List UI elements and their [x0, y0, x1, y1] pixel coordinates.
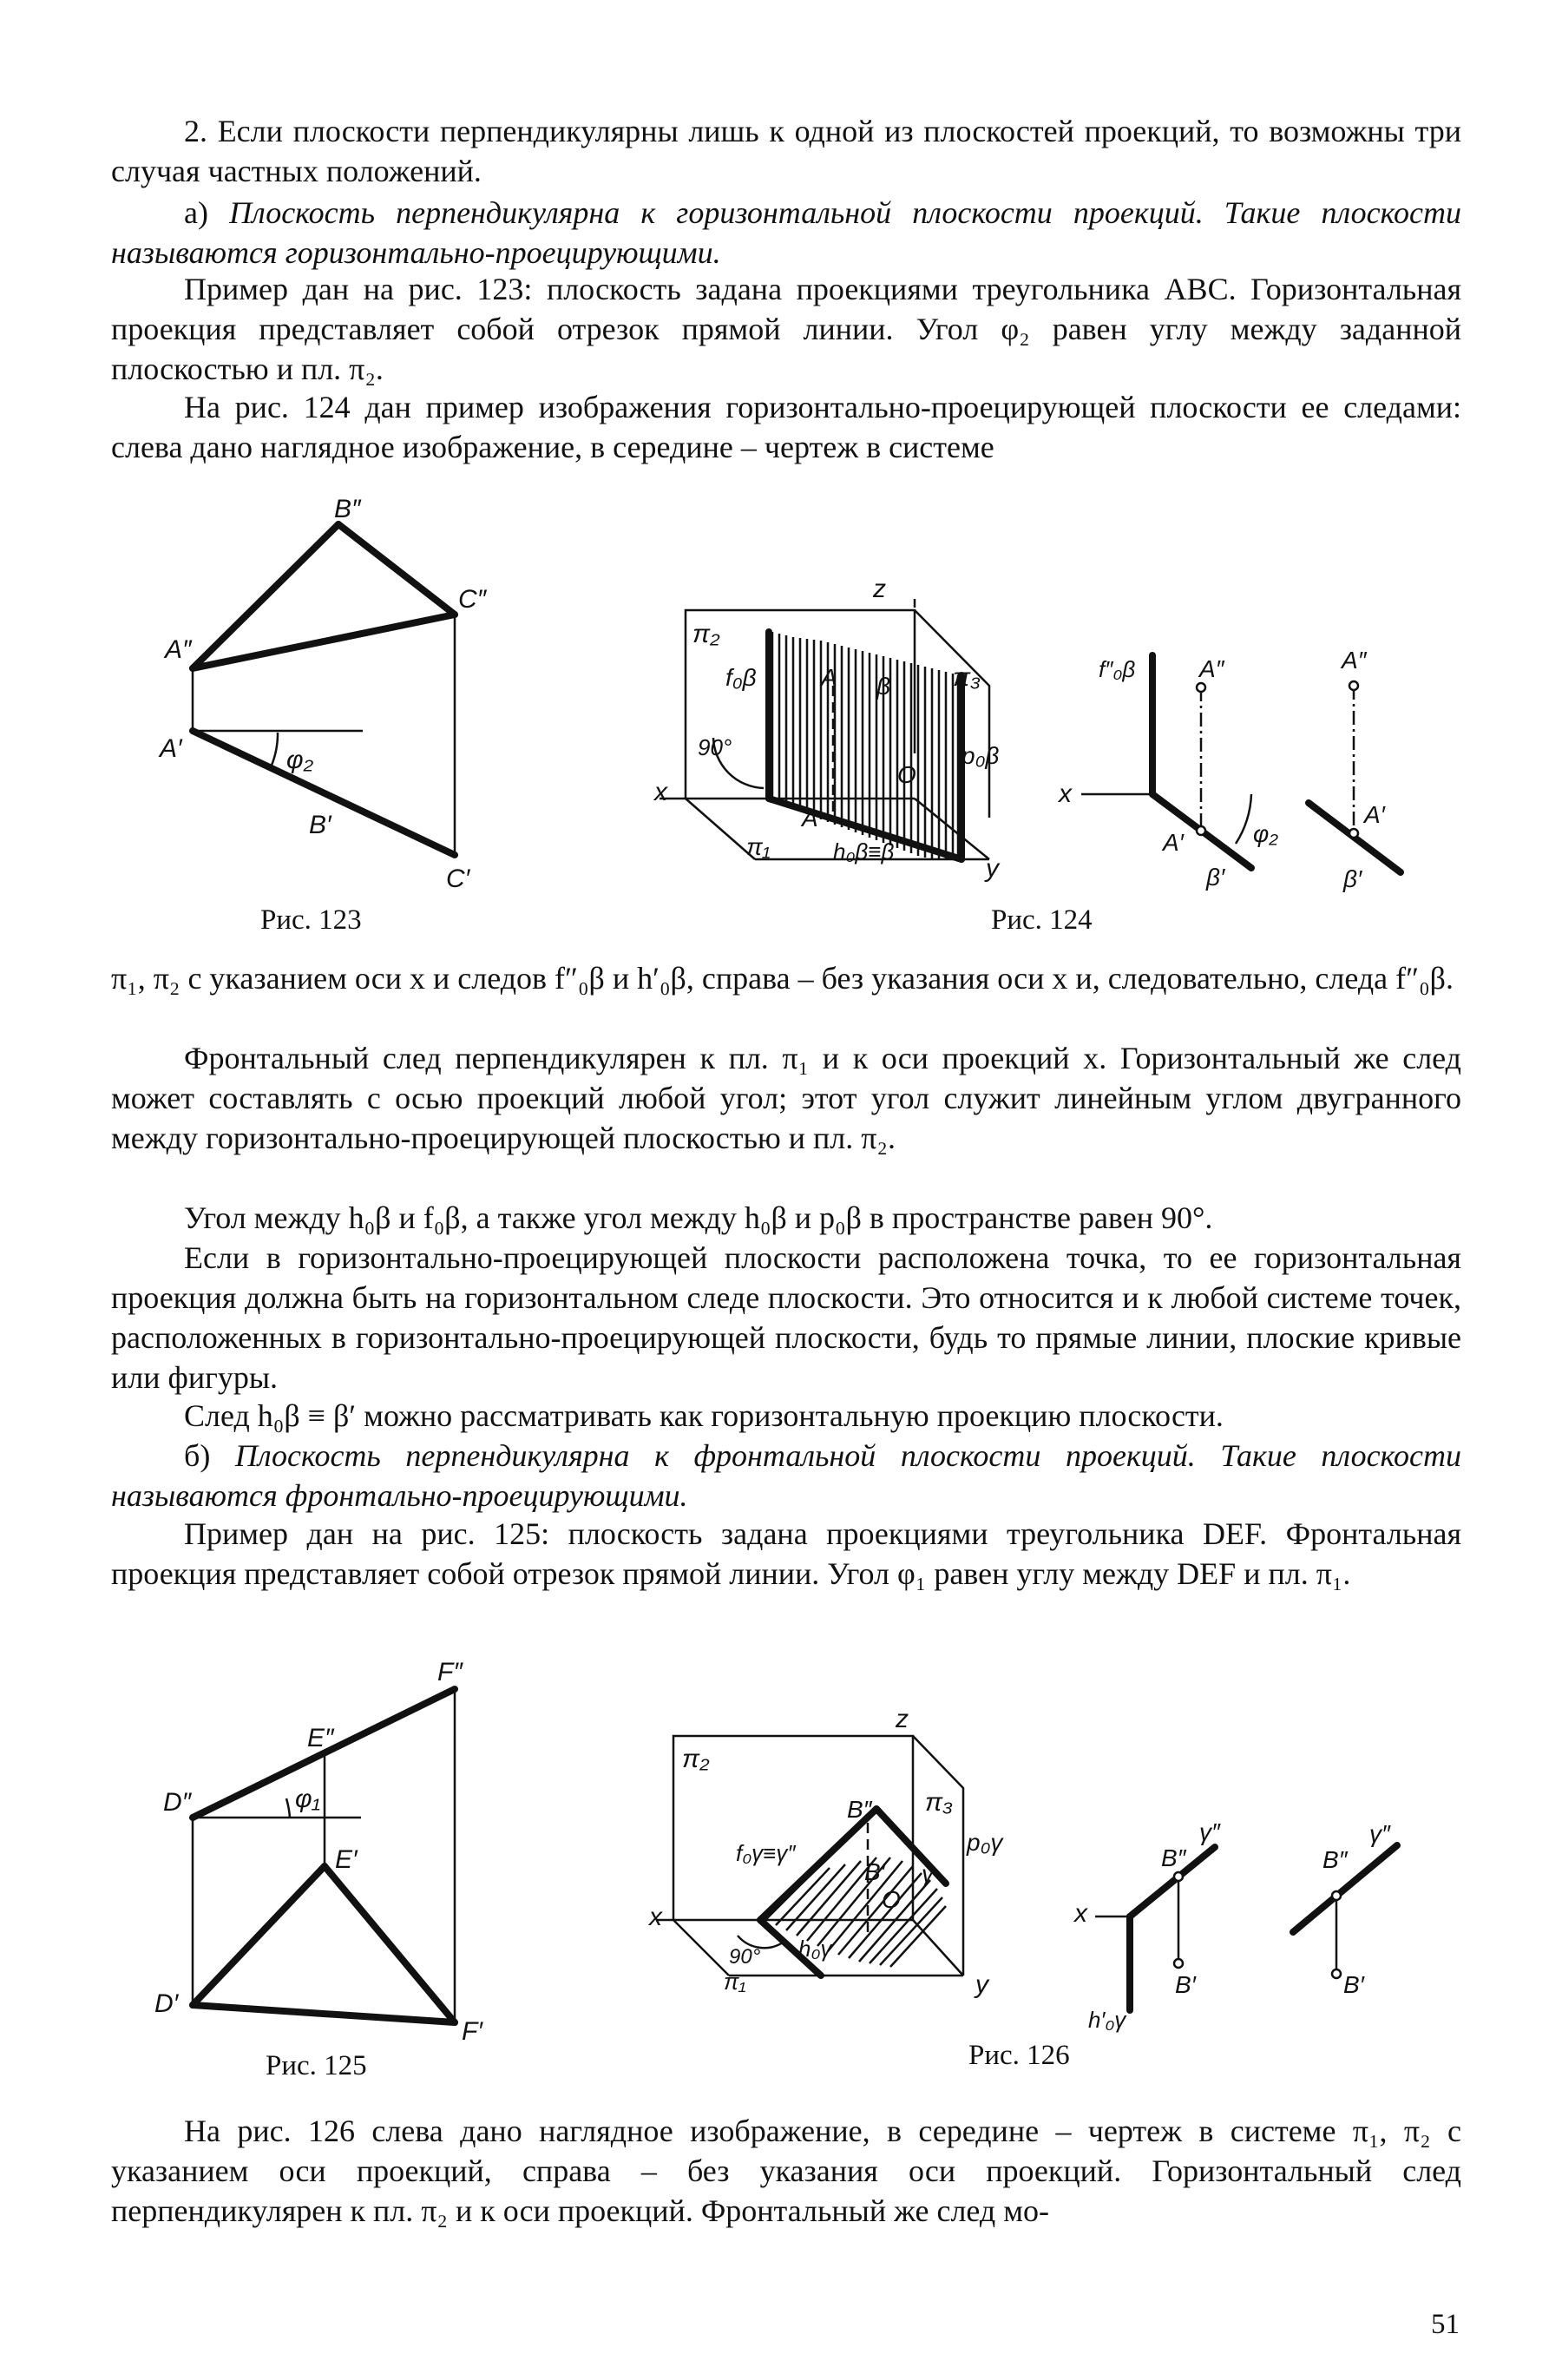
fig125-label-f2: F″ [437, 1658, 463, 1686]
fig124b-angle-arc [1236, 794, 1251, 844]
figure-126-axis-drawing [1073, 1818, 1221, 2033]
fig126a-label-pi3: π₃ [925, 1788, 953, 1817]
fig124a-label-90: 90° [698, 734, 732, 760]
paragraph-9: След h₀β ≡ β′ можно рассматривать как горизонтальную проекцию плоскости. [184, 1398, 1224, 1433]
caption-fig-124: Рис. 124 [991, 904, 1093, 936]
fig126b-point-b2 [1174, 1872, 1183, 1881]
fig124b-label-f0b: f″₀β [1099, 656, 1136, 682]
fig125-d1f1 [193, 2005, 455, 2022]
fig125-e1d1 [193, 1866, 325, 2005]
paragraph-1: 2. Если плоскости перпендикулярны лишь к одной из плоскостей проекций, то возможны три случая частных положений. [111, 114, 1461, 188]
fig123-label-b1: B′ [309, 811, 331, 839]
fig125-label-d1: D′ [154, 1989, 179, 2018]
fig124a-label-p0b: p₀β [961, 742, 1000, 769]
fig123-a2b2 [193, 524, 338, 668]
fig125-e1f1 [325, 1866, 455, 2022]
fig126c-point-b1 [1332, 1969, 1341, 1978]
paragraph-6: Фронтальный след перпендикулярен к пл. π₁ и к оси проекций x. Горизонтальный же след может составлять с осью проекций любой угол; этот угол служит линейным углом двугранного между горизонтально-проецирующей плоскостью и пл. π₂. [111, 1041, 1461, 1155]
fig124a-label-z: z [873, 575, 886, 603]
fig126a-label-x: x [649, 1903, 662, 1931]
fig126a-label-pi2: π₂ [682, 1745, 710, 1773]
paragraph-11: Пример дан на рис. 125: плоскость задана проекциями треугольника DEF. Фронтальная проекция представляет собой отрезок прямой линии. Угол φ₁ равен углу между DEF и пл. π₁. [111, 1516, 1461, 1591]
fig124a-pi1-left [686, 799, 755, 859]
fig124b-label-a2: A″ [1199, 655, 1224, 682]
fig126a-axis-y [913, 1920, 963, 1976]
fig126c-point-b2 [1332, 1891, 1341, 1900]
fig124a-label-f0b: f₀β [725, 664, 757, 691]
caption-fig-123: Рис. 123 [260, 904, 362, 936]
fig124a-label-a1: A [802, 805, 818, 832]
fig125-label-d2: D″ [163, 1788, 192, 1817]
figure-123 [158, 495, 488, 893]
fig126a-label-pi1: π₁ [724, 1969, 746, 1995]
fig126a-label-f0g: f₀γ≡γ″ [736, 1840, 796, 1866]
fig126a-trace-p [876, 1809, 946, 1884]
fig125-label-e2: E″ [307, 1724, 334, 1752]
fig126b-label-g2: γ″ [1199, 1818, 1220, 1845]
fig123-label-b2: B″ [334, 495, 361, 523]
fig126b-point-b1 [1174, 1959, 1183, 1968]
figure-125 [154, 1658, 483, 2046]
fig126a-label-b2: B″ [847, 1796, 872, 1823]
fig125-label-e1: E′ [335, 1845, 358, 1874]
fig126b-label-b1: B′ [1175, 1971, 1196, 1998]
fig124a-label-h0b: h₀β≡β [833, 838, 895, 865]
fig126a-label-y: y [975, 1970, 988, 1999]
fig124c-label-a1: A′ [1364, 801, 1385, 828]
fig124c-label-a2: A″ [1342, 647, 1367, 674]
fig124c-label-beta: β′ [1343, 865, 1362, 892]
paragraph-7: Угол между h₀β и f₀β, а также угол между h₀β и p₀β в пространстве равен 90°. [184, 1200, 1213, 1235]
paragraph-2-italic: Плоскость перпендикулярна к горизонтальной плоскости проекций. Такие плоскости называются горизонтально-проецирующими. [111, 195, 1461, 270]
fig125-label-f1: F′ [462, 2017, 482, 2046]
caption-fig-125: Рис. 125 [266, 2050, 367, 2081]
fig123-label-c2: C″ [458, 585, 487, 614]
figure-126-no-axis [1293, 1820, 1397, 1998]
fig126c-label-b1: B′ [1343, 1971, 1364, 1998]
fig124c-point-a2 [1349, 681, 1358, 690]
fig123-label-a1: A′ [160, 734, 182, 763]
figure-124-axis-drawing [1057, 655, 1278, 891]
fig125-label-phi1: φ₁ [295, 1785, 321, 1813]
fig124b-point-a1 [1197, 826, 1205, 835]
fig124c-point-a1 [1349, 829, 1358, 838]
fig124a-plane-hatch [772, 632, 958, 859]
figure-126-visual [647, 1705, 1004, 1999]
fig126a-pi1-left [673, 1920, 729, 1976]
fig124a-label-pi1: π₁ [746, 833, 771, 860]
caption-fig-126: Рис. 126 [968, 2040, 1070, 2071]
fig124a-label-pi2: π₂ [692, 620, 720, 648]
paragraph-4: На рис. 124 дан пример изображения горизонтально-проецирующей плоскости ее следами: слева дано наглядное изображение, в середине – чертеж в системе [111, 390, 1461, 464]
fig124b-label-x: x [1059, 779, 1072, 808]
fig123-a2c2 [193, 615, 455, 668]
fig123-label-phi2: φ₂ [286, 746, 314, 774]
paragraph-12: На рис. 126 слева дано наглядное изображение, в середине – чертеж в системе π₁, π₂ с указанием оси проекций, справа – без указания оси проекций. Горизонтальный след перпендикулярен к пл. π₂ и к оси проекций. Фронтальный же след мо- [111, 2114, 1461, 2228]
fig124a-label-x: x [654, 778, 667, 806]
figure-124-visual [653, 575, 1001, 883]
fig124a-label-y: y [986, 854, 999, 883]
fig123-b2c2 [338, 524, 455, 615]
paragraph-3: Пример дан на рис. 123: плоскость задана проекциями треугольника ABC. Горизонтальная проекция представляет собой отрезок прямой линии. Угол φ₂ равен углу между заданной плоскостью и пл. π₂. [111, 272, 1461, 386]
fig124a-label-pi3: π₃ [953, 663, 981, 692]
paragraph-10-italic: Плоскость перпендикулярна к фронтальной плоскости проекций. Такие плоскости называются фронтально-проецирующими. [111, 1438, 1461, 1513]
fig123-angle-arc [271, 733, 278, 767]
fig124b-label-a1: A′ [1163, 829, 1184, 856]
fig126b-label-b2: B″ [1161, 1844, 1186, 1871]
fig124b-point-a2 [1197, 683, 1205, 692]
fig123-label-a2: A″ [165, 635, 192, 664]
paragraph-5: π₁, π₂ с указанием оси x и следов f″₀β и h′₀β, справа – без указания оси x и, следовательно, следа f″₀β. [111, 961, 1454, 996]
paragraph-8: Если в горизонтально-проецирующей плоскости расположена точка, то ее горизонтальная проекция должна быть на горизонтальном следе плоскости. Это относится и к любой системе точек, расположенных в горизонтально-проецирующей плоскости, будь то прямые линии, плоские кривые или фигуры. [111, 1240, 1461, 1395]
fig123-label-c1: C′ [446, 865, 470, 893]
figure-124-no-axis [1309, 647, 1401, 892]
fig124a-label-beta: β [876, 673, 890, 700]
fig126a-label-o: O [882, 1886, 901, 1913]
fig124a-label-o: O [897, 761, 916, 788]
fig124a-label-a: A [821, 664, 837, 691]
fig126a-label-gamma: γ [922, 1860, 934, 1887]
fig126a-label-h0g: h₀γ [798, 1936, 832, 1962]
fig124b-label-beta: β′ [1206, 864, 1225, 891]
fig126c-label-b2: B″ [1322, 1846, 1348, 1873]
paragraph-2-lead: а) [184, 195, 230, 230]
page-number: 51 [1431, 2309, 1460, 2340]
fig126a-label-z: z [896, 1705, 909, 1733]
fig125-angle-arc [286, 1798, 290, 1818]
fig126a-label-b1: B′ [864, 1858, 885, 1885]
fig126c-label-g2: γ″ [1369, 1820, 1390, 1847]
fig126a-label-p0g: p₀γ [967, 1829, 1003, 1856]
paragraph-10-lead: б) [184, 1438, 235, 1473]
fig126b-label-h0g: h′₀γ [1088, 2007, 1126, 2033]
fig124b-label-phi2: φ₂ [1253, 820, 1278, 847]
fig126b-label-x: x [1074, 1899, 1087, 1928]
fig126a-label-90: 90° [729, 1945, 761, 1969]
